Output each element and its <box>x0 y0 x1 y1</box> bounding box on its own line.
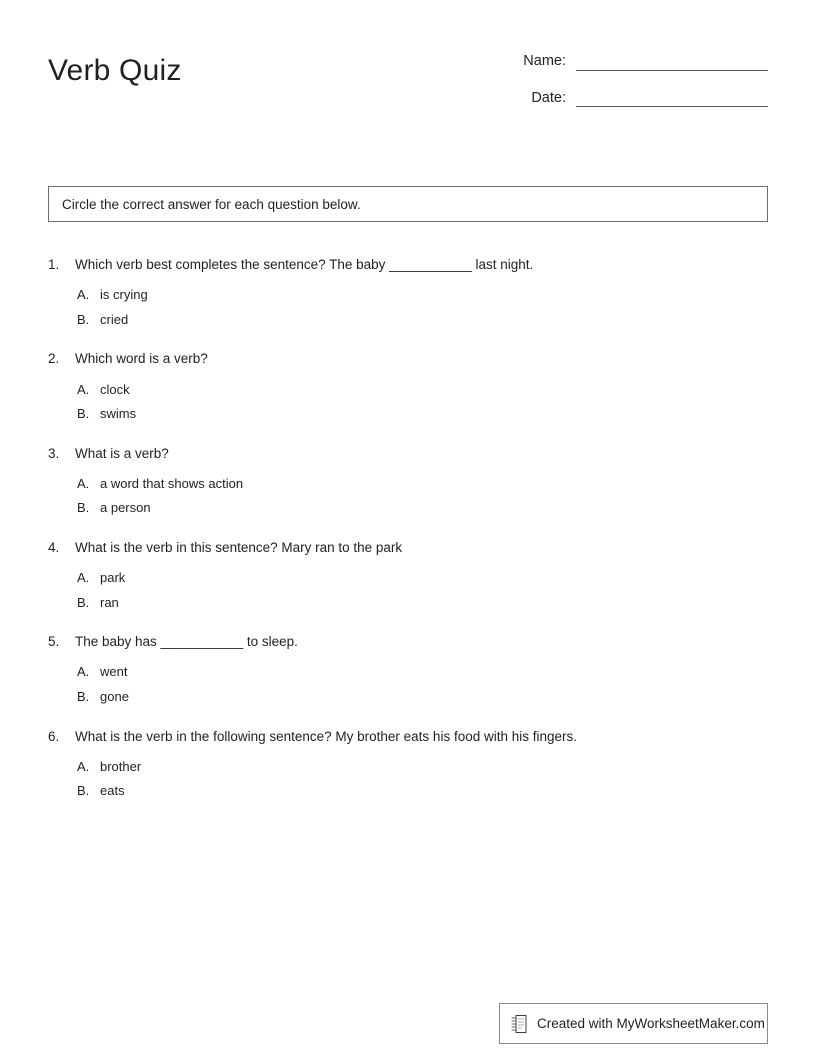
question-number: 1. <box>48 257 60 272</box>
date-field-label: Date: <box>531 89 566 106</box>
choice-option[interactable] <box>77 758 768 776</box>
name-field-row <box>516 54 768 71</box>
choice-text: cried <box>100 311 129 327</box>
question-item <box>48 256 768 328</box>
choice-option[interactable] <box>77 405 768 423</box>
choice-text: a person <box>100 500 151 516</box>
choice-text: ran <box>100 594 119 610</box>
choice-letter: A. <box>77 287 90 303</box>
question-item <box>48 445 768 517</box>
choice-letter: A. <box>77 758 90 774</box>
instructions-text: Circle the correct answer for each question below. <box>62 196 361 212</box>
choice-letter: B. <box>77 594 90 610</box>
question-header <box>48 445 768 463</box>
question-number: 2. <box>48 351 60 367</box>
name-date-block <box>516 54 768 127</box>
choice-list <box>77 475 768 517</box>
choice-option[interactable] <box>77 594 768 612</box>
question-text: The baby has ___________ to sleep. <box>75 634 298 650</box>
name-field-input[interactable] <box>576 55 768 71</box>
choice-option[interactable] <box>77 499 768 517</box>
question-text: What is a verb? <box>75 445 169 461</box>
choice-list <box>77 381 768 423</box>
choice-text: swims <box>100 406 137 422</box>
choice-text: clock <box>100 381 130 397</box>
question-text: What is the verb in this sentence? Mary ran to the park <box>75 539 403 555</box>
choice-letter: A. <box>77 570 90 586</box>
choice-text: park <box>100 570 126 586</box>
footer-credit-badge[interactable] <box>499 1003 768 1044</box>
choice-letter: B. <box>77 783 90 799</box>
question-text: Which verb best completes the sentence? The baby ___________ last night. <box>75 257 534 272</box>
choice-text: eats <box>100 783 125 799</box>
instructions-box <box>48 186 768 222</box>
choice-letter: B. <box>77 406 90 422</box>
choice-letter: B. <box>77 689 90 705</box>
choice-text: brother <box>100 758 142 774</box>
choice-letter: A. <box>77 664 90 680</box>
choice-list <box>77 758 768 800</box>
choice-list <box>77 569 768 611</box>
questions-list <box>48 256 768 800</box>
choice-option[interactable] <box>77 663 768 681</box>
question-header <box>48 256 768 274</box>
choice-option[interactable] <box>77 381 768 399</box>
choice-letter: B. <box>77 311 90 327</box>
question-number: 3. <box>48 445 60 461</box>
question-text: Which word is a verb? <box>75 351 208 367</box>
choice-option[interactable] <box>77 569 768 587</box>
question-item <box>48 633 768 705</box>
question-item <box>48 728 768 800</box>
choice-letter: A. <box>77 381 90 397</box>
footer-credit-text: Created with MyWorksheetMaker.com <box>537 1016 765 1031</box>
question-number: 6. <box>48 728 60 744</box>
choice-letter: B. <box>77 500 90 516</box>
question-header <box>48 633 768 651</box>
page-title: Verb Quiz <box>48 54 182 87</box>
choice-option[interactable] <box>77 688 768 706</box>
question-text: What is the verb in the following sentence? My brother eats his food with his fingers. <box>75 728 578 744</box>
worksheet-header <box>48 40 768 136</box>
choice-list <box>77 663 768 705</box>
choice-option[interactable] <box>77 475 768 493</box>
question-item <box>48 539 768 611</box>
choice-text: gone <box>100 689 129 705</box>
choice-text: went <box>100 664 128 680</box>
question-header <box>48 539 768 557</box>
question-number: 4. <box>48 539 60 555</box>
question-number: 5. <box>48 634 60 650</box>
choice-list <box>77 286 768 328</box>
date-field-input[interactable] <box>576 91 768 107</box>
name-field-label: Name: <box>523 53 566 69</box>
choice-text: a word that shows action <box>100 475 244 491</box>
question-header <box>48 350 768 368</box>
worksheet-maker-logo-icon <box>511 1014 529 1034</box>
choice-option[interactable] <box>77 286 768 304</box>
date-field-row <box>516 91 768 108</box>
choice-text: is crying <box>100 287 148 303</box>
choice-option[interactable] <box>77 311 768 329</box>
choice-letter: A. <box>77 475 90 491</box>
choice-option[interactable] <box>77 782 768 800</box>
question-item <box>48 350 768 422</box>
question-header <box>48 728 768 746</box>
